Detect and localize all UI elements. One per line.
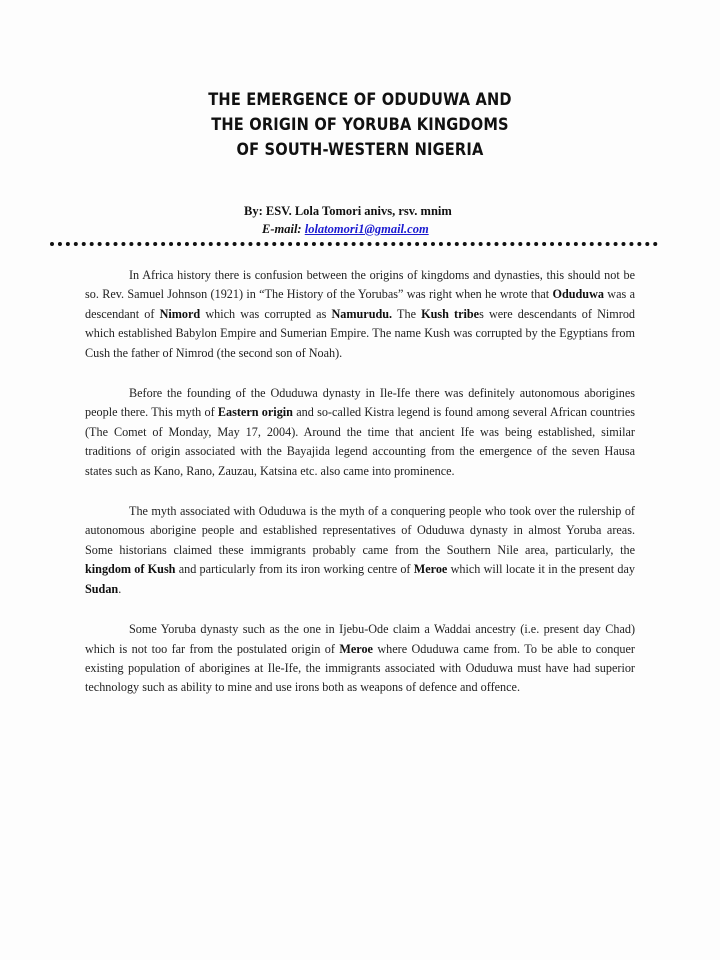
bold-term: Nimord	[159, 306, 201, 321]
text-run: s were descendants of Nimrod which established Babylon Empire and Sumerian Empire. The name Kush was corrupted by the Egyptians from Cush the father of Nimrod (the second son of Noah).	[85, 306, 636, 360]
paragraph-1	[85, 266, 635, 363]
bold-term: Meroe	[413, 562, 448, 577]
bold-term: kingdom of Kush	[85, 562, 176, 577]
text-run: and so-called Kistra legend is found among several African countries (The Comet of Monday, May 17, 2004). Around the time that ancient Ife was being established, similar traditions of origin associated with the Bayajida legend accounting from the emergence of the seven Hausa states such as Kano, Rano, Zauzau, Katsina etc. also came into prominence.	[85, 405, 635, 478]
email-line	[262, 222, 429, 237]
title-line-1: THE EMERGENCE OF ODUDUWA AND	[208, 90, 512, 110]
text-run: and particularly from its iron working centre of	[175, 562, 414, 577]
paragraph-2	[85, 384, 635, 481]
text-run: which will locate it in the present day	[447, 562, 635, 577]
bold-term: Namurudu.	[331, 306, 393, 321]
text-run: was a descendant of	[85, 287, 635, 321]
email-label: E-mail:	[262, 222, 305, 236]
text-run: which was corrupted as	[200, 306, 332, 321]
paragraph-4	[85, 620, 635, 698]
paragraph-3	[85, 502, 635, 599]
text-run: .	[118, 581, 122, 596]
bold-term: Eastern origin	[217, 405, 293, 420]
text-run: The myth associated with Oduduwa is the myth of a conquering people who took over the rulership of autonomous aborigine people and established representatives of Oduduwa dynasty in almost Yoruba areas. Some historians claimed these immigrants probably came from the Southern Nile area, particularly, the	[85, 504, 635, 557]
body-text	[85, 266, 635, 719]
bold-term: Sudan	[85, 581, 119, 596]
bold-term: Meroe	[339, 641, 373, 656]
bold-term: Kush tribe	[421, 306, 480, 321]
title-line-3: OF SOUTH-WESTERN NIGERIA	[236, 140, 484, 160]
author-byline: By: ESV. Lola Tomori anivs, rsv. mnim	[244, 204, 452, 218]
text-run: Some Yoruba dynasty such as the one in Ijebu-Ode claim a Waddai ancestry (i.e. present day Chad) which is not too far from the postulated origin of	[85, 622, 635, 656]
email-link[interactable]: lolatomori1@gmail.com	[304, 222, 429, 236]
text-run: In Africa history there is confusion between the origins of kingdoms and dynasties, this should not be so. Rev. Samuel Johnson (1921) in “The History of the Yorubas” was right when he wrote that	[85, 268, 635, 302]
text-run: Before the founding of the Oduduwa dynasty in Ile-Ife there was definitely autonomous aborigines people there. This myth of	[85, 386, 635, 420]
text-run: The	[392, 306, 422, 321]
bold-term: Oduduwa	[552, 287, 604, 302]
dotted-divider	[50, 242, 658, 246]
title-line-2: THE ORIGIN OF YORUBA KINGDOMS	[211, 115, 509, 135]
document-title	[0, 88, 720, 163]
text-run: where Oduduwa came from. To be able to conquer existing population of aborigines at Ile-Ife, the immigrants associated with Oduduwa must have had superior technology such as ability to mine and use irons both as weapons of defence and offence.	[85, 641, 635, 695]
